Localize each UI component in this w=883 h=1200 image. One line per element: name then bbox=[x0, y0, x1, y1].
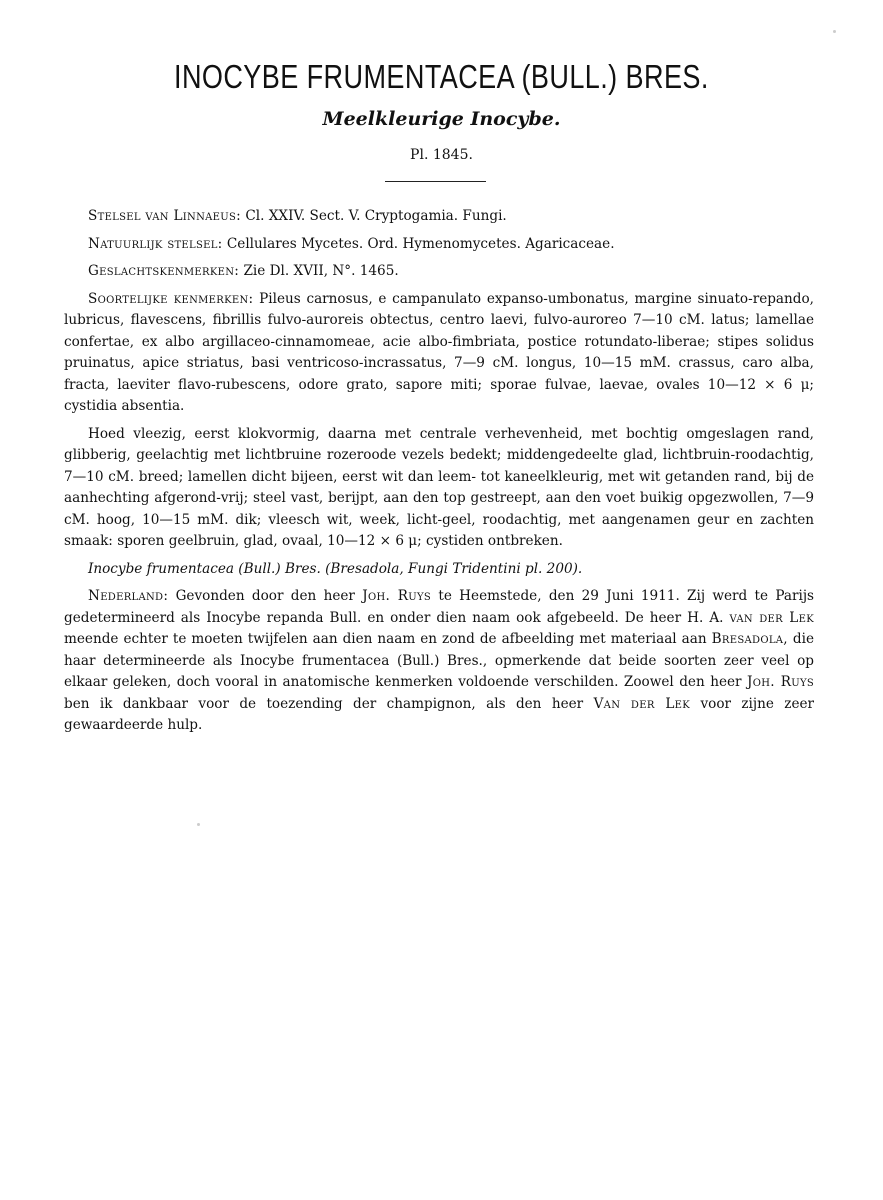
natuurlijk-paragraph bbox=[64, 234, 814, 256]
person-van-der-lek-2: Van der Lek bbox=[593, 695, 691, 712]
stelsel-text: Cl. XXIV. Sect. V. Cryptogamia. Fungi. bbox=[245, 208, 507, 224]
nederland-label: Nederland: bbox=[88, 588, 169, 604]
nederland-text-5: ben ik dankbaar voor de toezending der champignon, als den heer bbox=[64, 695, 584, 712]
person-bresadola: Bresadola, bbox=[711, 631, 788, 647]
page-title: INOCYBE FRUMENTACEA (BULL.) BRES. bbox=[174, 58, 709, 95]
beschrijving-paragraph: Hoed vleezig, eerst klokvormig, daarna met centrale verhevenheid, met bochtig omgeslagen rand, glibberig, geelachtig met lichtbruine rozeroode vezels bedekt; middengedeelte glad, lichtbruin-roodachtig, 7—10 cM. breed; lamellen dicht bijeen, eerst wit dan leem- tot kaneelkleurig, met wit getanden rand, bij de aanhechting afgerond-vrij; steel vast, berijpt, aan den top gestreept, aan den voet buikig opgezwollen, 7—9 cM. hoog, 10—15 mM. dik; vleesch wit, week, licht-geel, roodachtig, met aangenamen geur en zachten smaak: sporen geelbruin, glad, ovaal, 10—12 × 6 μ; cystiden ontbreken. bbox=[64, 425, 814, 549]
nederland-paragraph bbox=[64, 586, 814, 737]
person-joh-ruys: Joh. Ruys bbox=[362, 588, 432, 604]
referentie-paragraph: Inocybe frumentacea (Bull.) Bres. (Bresadola, Fungi Tridentini pl. 200). bbox=[88, 560, 583, 577]
nederland-text-1: Gevonden door den heer bbox=[175, 588, 355, 604]
page-subtitle: Meelkleurige Inocybe. bbox=[322, 108, 561, 130]
geslacht-text: Zie Dl. XVII, N°. 1465. bbox=[243, 263, 399, 279]
paper-speck bbox=[833, 30, 836, 33]
soort-text: Pileus carnosus, e campanulato expanso-umbonatus, margine sinuato-repando, lubricus, flavescens, fibrillis fulvo-auroreis obtectus, centro laevi, fulvo-auroreo 7—10 cM. latus; lamellae confertae, ex albo argillaceo-cinnamomeae, acie albo-fimbriata, postice rotundato-liberae; stipes solidus pruinatus, apice striatus, basi ventricoso-incrassatus, 7—9 cM. longus, 10—15 mM. crassus, caro alba, fracta, laeviter flavo-rubescens, odore grato, sapore miti; sporae fulvae, laevae, ovales 10—12 × 6 μ; cystidia absentia. bbox=[64, 290, 815, 414]
geslacht-paragraph bbox=[64, 261, 814, 283]
soort-paragraph bbox=[64, 289, 814, 418]
paper-speck bbox=[197, 823, 200, 826]
person-van-der-lek: van der Lek bbox=[729, 609, 814, 626]
person-joh-ruys-2: Joh. Ruys bbox=[747, 674, 815, 690]
stelsel-paragraph bbox=[64, 206, 814, 228]
divider bbox=[385, 181, 486, 182]
stelsel-label: Stelsel van Linnaeus: bbox=[88, 208, 242, 224]
nederland-text-4: die haar determineerde als Inocybe frumentacea (Bull.) Bres., opmerkende dat beide soorten zeer veel op elkaar geleken, doch vooral in anatomische kenmerken voldoende verschilden. Zoowel den heer bbox=[64, 631, 815, 690]
natuurlijk-text: Cellulares Mycetes. Ord. Hymenomycetes. Agaricaceae. bbox=[226, 235, 615, 252]
nederland-text-6: voor zijne zeer gewaardeerde hulp. bbox=[64, 695, 815, 733]
plate-number: Pl. 1845. bbox=[410, 147, 473, 163]
nederland-text-2: te Heemstede, den 29 Juni 1911. Zij werd te Parijs gedetermineerd als Inocybe repanda Bull. en onder dien naam ook afgebeeld. De heer H. A. bbox=[64, 588, 815, 626]
geslacht-label: Geslachtskenmerken: bbox=[88, 263, 240, 279]
soort-label: Soortelijke kenmerken: bbox=[88, 290, 254, 307]
document-body bbox=[64, 206, 814, 743]
natuurlijk-label: Natuurlijk stelsel: bbox=[88, 235, 223, 252]
nederland-text-3: meende echter te moeten twijfelen aan dien naam en zond de afbeelding met materiaal aan bbox=[64, 631, 707, 647]
